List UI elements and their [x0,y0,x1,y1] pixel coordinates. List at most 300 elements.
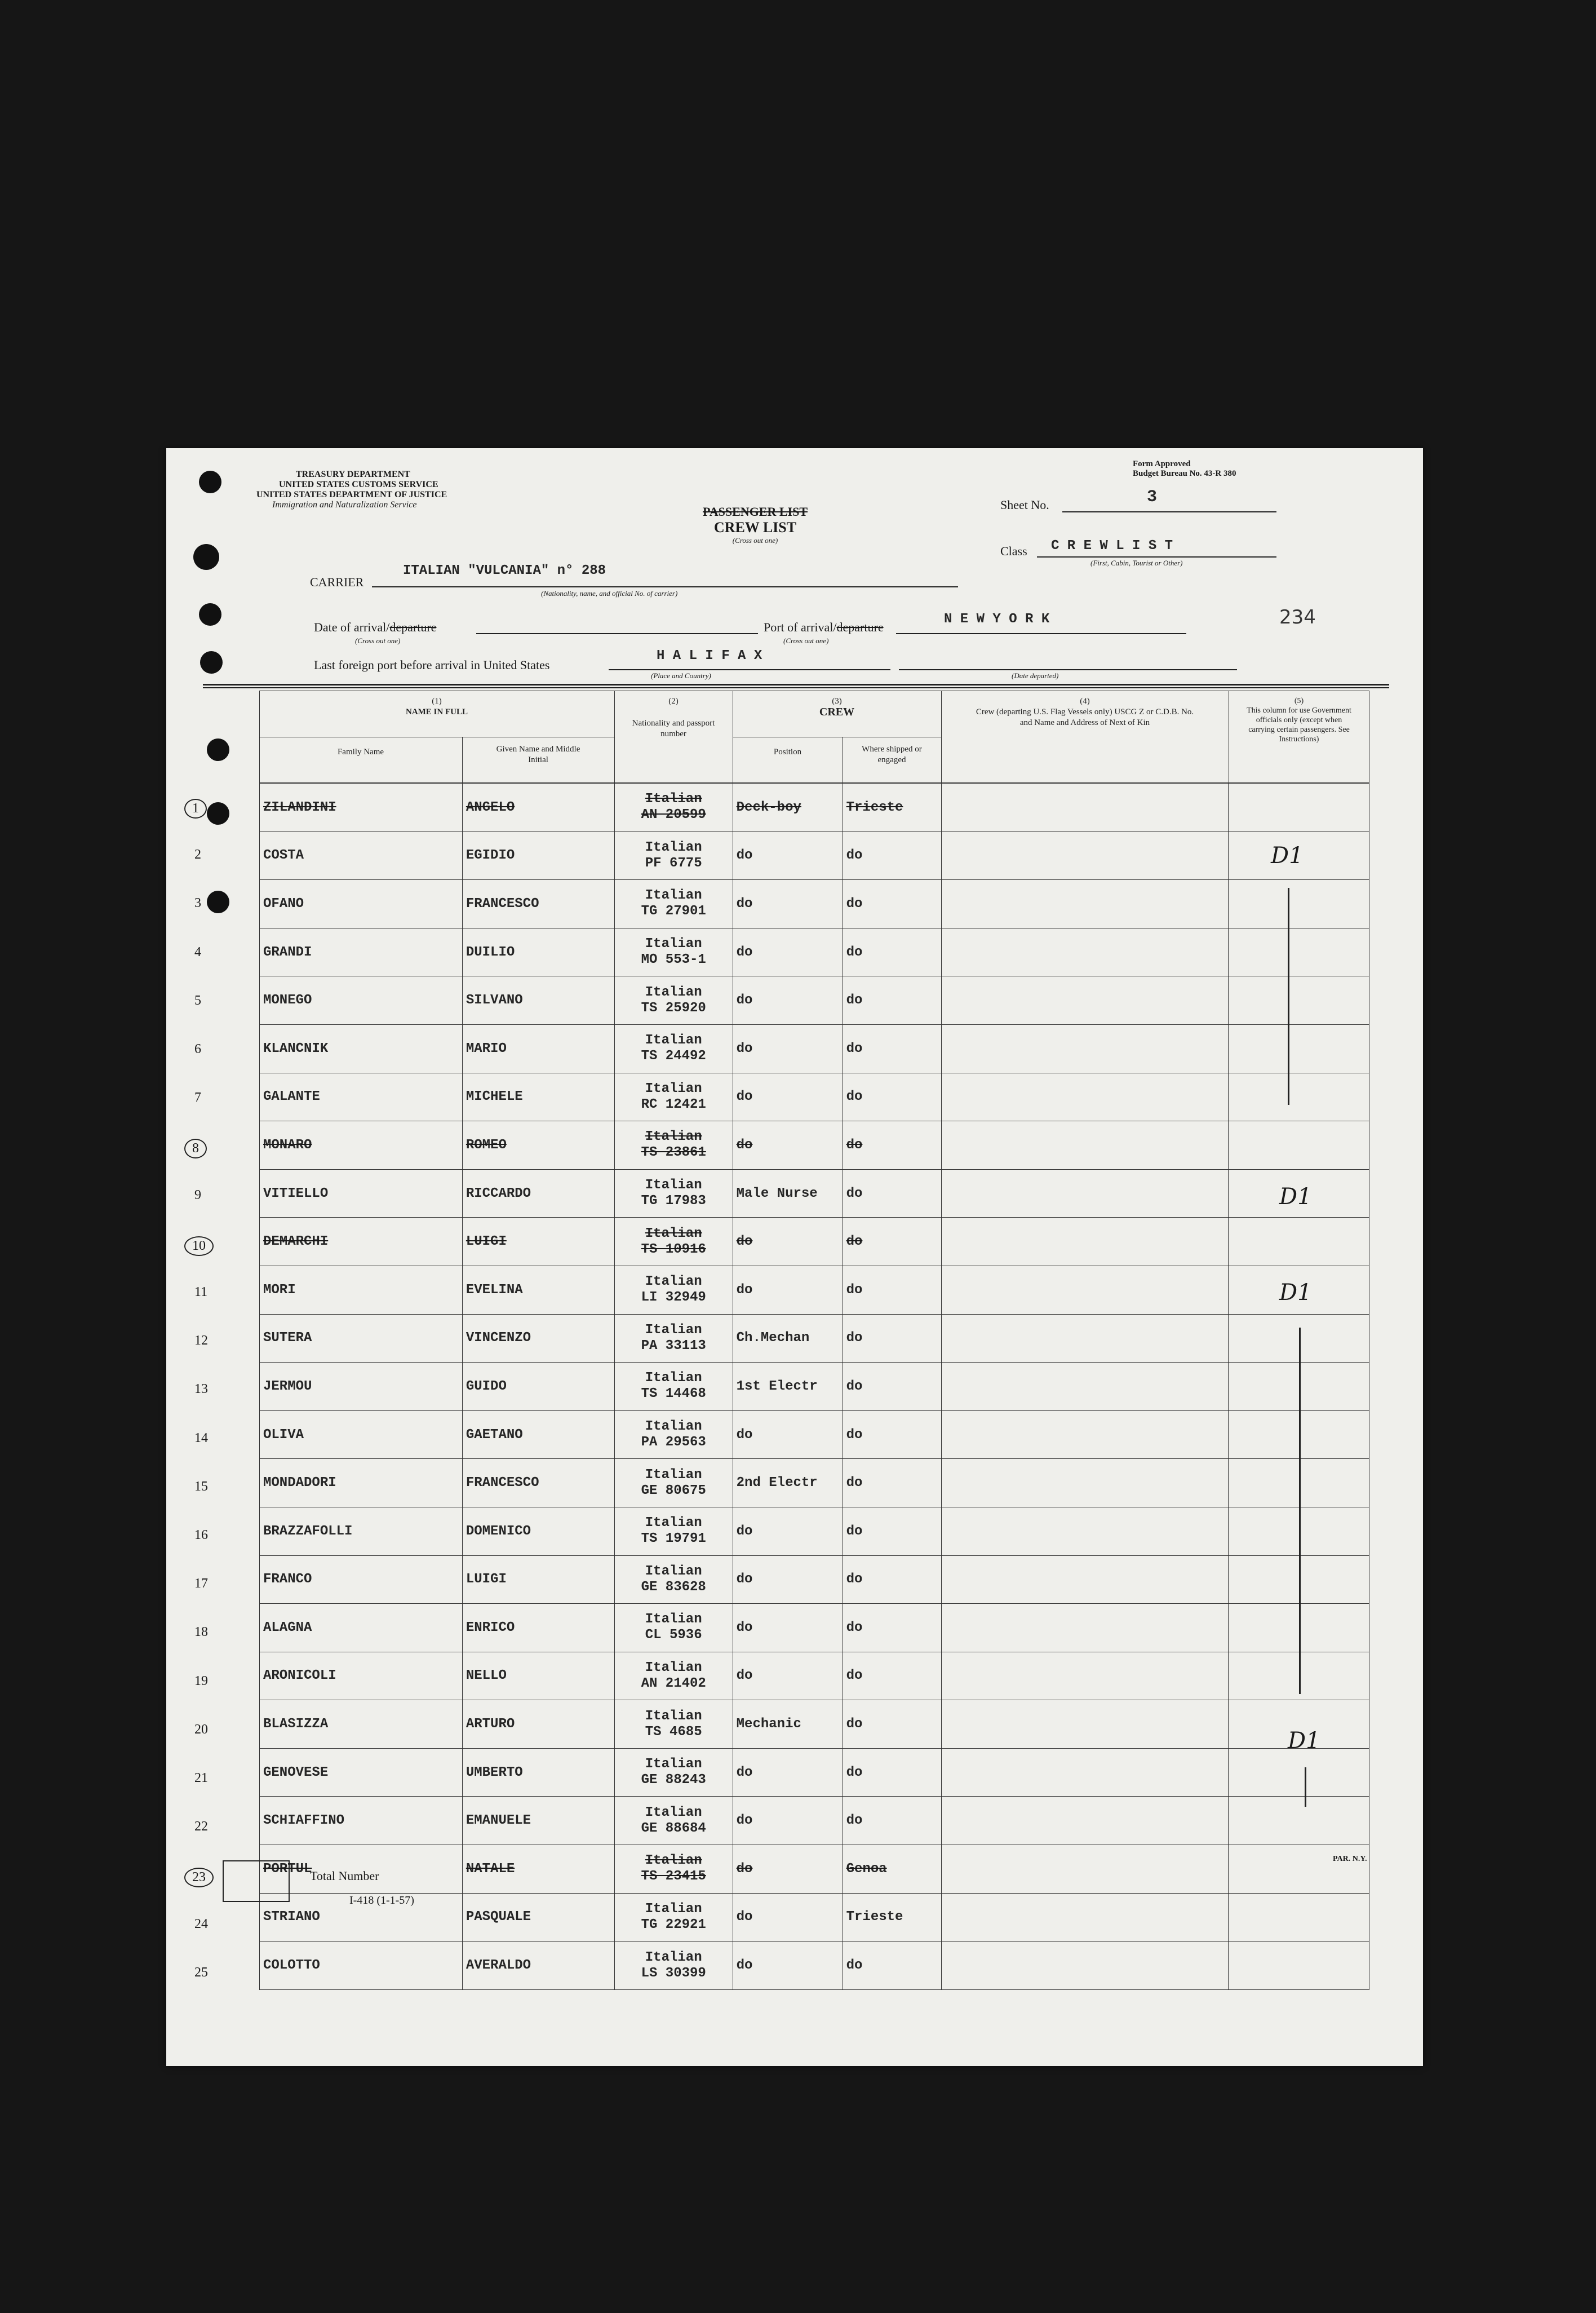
passport-number: TS 19791 [641,1531,706,1547]
family-name-cell: GALANTE [260,1073,463,1121]
position-cell: 1st Electr [733,1363,843,1411]
row-number: 17 [194,1576,208,1591]
nationality-cell [614,1941,733,1990]
table-row [260,928,1369,976]
position-cell: do [733,1941,843,1990]
family-name-cell: SCHIAFFINO [260,1797,463,1845]
next-of-kin-cell [941,1410,1229,1459]
next-of-kin-cell [941,784,1229,832]
nationality-text: Italian [645,1129,702,1145]
nationality-text: Italian [645,1563,702,1579]
table-row [260,1073,1369,1121]
passport-number: TS 10916 [641,1241,706,1257]
port-label-text: Port of arrival/ [764,620,837,634]
nationality-text: Italian [645,791,702,807]
given-name-cell: PASQUALE [462,1893,614,1941]
family-name-cell: DEMARCHI [260,1218,463,1266]
next-of-kin-cell [941,1652,1229,1700]
table-row [260,1555,1369,1604]
sheet-label: Sheet No. [1000,498,1049,512]
next-of-kin-cell [941,832,1229,880]
shipped-cell: Genoa [843,1845,941,1894]
position-cell: do [733,880,843,928]
nationality-cell [614,832,733,880]
nationality-text: Italian [645,1757,702,1772]
nationality-text: Italian [645,1660,702,1675]
nationality-text: Italian [645,1805,702,1820]
form-approved: Form Approved [1133,459,1191,468]
nationality-text: Italian [645,984,702,1000]
carrier-hint: (Nationality, name, and official No. of carrier) [541,589,678,598]
class-underline [1037,556,1276,558]
cross-out-hint: (Cross out one) [732,536,778,545]
nationality-cell [614,1507,733,1555]
nationality-cell [614,1748,733,1797]
given-name-cell: ARTURO [462,1700,614,1749]
passport-number: LI 32949 [641,1290,706,1306]
nationality-cell [614,1604,733,1652]
given-name-cell: SILVANO [462,976,614,1025]
next-of-kin-cell [941,1604,1229,1652]
header-divider [462,737,463,783]
nationality-text: Italian [645,1226,702,1241]
row-number: 10 [184,1236,214,1256]
next-of-kin-cell [941,1797,1229,1845]
date-departed-hint: (Date departed) [1012,671,1059,680]
given-name-cell: NATALE [462,1845,614,1894]
shipped-cell: do [843,1218,941,1266]
family-name-cell: ARONICOLI [260,1652,463,1700]
table-row [260,1363,1369,1411]
port-struck: departure [836,620,884,634]
officials-header [1229,696,1369,744]
position-cell: do [733,1073,843,1121]
given-name-cell: AVERALDO [462,1941,614,1990]
officials-cell [1229,1748,1369,1797]
next-of-kin-header [941,696,1229,728]
family-name-cell: FRANCO [260,1555,463,1604]
table-row [260,1169,1369,1218]
agency-line: UNITED STATES CUSTOMS SERVICE [279,480,438,489]
nationality-text: Italian [645,936,702,952]
printer-mark: PAR. N.Y. [1333,1855,1367,1863]
next-of-kin-cell [941,1314,1229,1363]
row-number: 14 [194,1430,208,1445]
shipped-cell: do [843,1024,941,1073]
next-of-kin-cell [941,1121,1229,1170]
handwritten-d1: D1 [1279,1280,1312,1306]
nationality-cell [614,1410,733,1459]
column-label: CREW [819,706,855,718]
nationality-cell [614,928,733,976]
row-number: 7 [194,1090,201,1105]
officials-cell [1229,784,1369,832]
port-value: N E W Y O R K [944,612,1050,627]
table-top-rule [203,687,1389,688]
row-number: 6 [194,1042,201,1056]
passport-number: CL 5936 [645,1627,702,1643]
punch-hole [199,471,221,493]
shipped-cell: do [843,1652,941,1700]
shipped-cell: do [843,976,941,1025]
table-row [260,1218,1369,1266]
arrival-cross-out-hint: (Cross out one) [355,636,401,645]
nationality-text: Italian [645,1419,702,1435]
shipped-cell: do [843,1073,941,1121]
passport-number: TG 22921 [641,1917,706,1932]
row-number: 4 [194,944,201,959]
nationality-text: Italian [645,1033,702,1049]
nationality-cell [614,1121,733,1170]
column-label: Nationality and passport number [632,719,715,738]
shipped-header: Where shipped or engaged [862,745,922,764]
agency-block [256,470,447,510]
crew-header [733,696,941,718]
officials-cell [1229,1845,1369,1894]
form-id: I-418 (1-1-57) [349,1894,414,1907]
port-underline [896,633,1186,634]
passport-number: AN 21402 [641,1675,706,1691]
shipped-cell: do [843,1604,941,1652]
crew-table [259,783,1369,1990]
handwritten-d1: D1 [1271,843,1304,869]
given-name-cell: EGIDIO [462,832,614,880]
officials-cell [1229,880,1369,928]
family-name-cell: JERMOU [260,1363,463,1411]
column-number: (5) [1294,697,1304,705]
officials-cell [1229,1893,1369,1941]
family-name-cell: MONEGO [260,976,463,1025]
table-row [260,1266,1369,1314]
sheet-value: 3 [1147,488,1158,507]
position-cell: Deck-boy [733,784,843,832]
given-name-cell: DOMENICO [462,1507,614,1555]
row-number: 20 [194,1722,208,1737]
nationality-cell [614,1024,733,1073]
next-of-kin-cell [941,1024,1229,1073]
table-row [260,832,1369,880]
next-of-kin-cell [941,1941,1229,1990]
row-number: 11 [194,1285,208,1299]
passport-number: PA 29563 [641,1435,706,1450]
table-row [260,1604,1369,1652]
shipped-cell: do [843,1507,941,1555]
next-of-kin-cell [941,976,1229,1025]
family-name-cell: KLANCNIK [260,1024,463,1073]
nationality-cell [614,976,733,1025]
family-name-cell: SUTERA [260,1314,463,1363]
shipped-cell: do [843,880,941,928]
class-label: Class [1000,544,1027,558]
officials-cell [1229,1121,1369,1170]
sheet-underline [1062,511,1276,512]
table-row [260,1700,1369,1749]
row-number: 23 [184,1868,214,1887]
row-number: 24 [194,1916,208,1931]
agency-line: UNITED STATES DEPARTMENT OF JUSTICE [256,490,447,499]
family-name-cell: MONDADORI [260,1459,463,1507]
last-port-label: Last foreign port before arrival in United States [314,658,550,672]
table-row [260,1459,1369,1507]
nationality-cell [614,1700,733,1749]
passport-number: TG 27901 [641,904,706,919]
passport-number: GE 88684 [641,1820,706,1836]
row-number: 8 [184,1139,207,1158]
nationality-cell [614,1845,733,1894]
handwritten-d1: D1 [1279,1184,1312,1210]
given-name-cell: FRANCESCO [462,1459,614,1507]
nationality-cell [614,1218,733,1266]
next-of-kin-cell [941,880,1229,928]
nationality-cell [614,1314,733,1363]
position-cell: do [733,1507,843,1555]
nationality-cell [614,880,733,928]
passport-number: TS 14468 [641,1386,706,1402]
nationality-text: Italian [645,1708,702,1724]
shipped-cell: do [843,832,941,880]
passport-number: TS 4685 [645,1724,702,1740]
table-row [260,1410,1369,1459]
given-name-cell: LUIGI [462,1555,614,1604]
family-name-cell: ALAGNA [260,1604,463,1652]
next-of-kin-cell [941,1218,1229,1266]
row-number: 9 [194,1187,201,1202]
position-cell: do [733,1604,843,1652]
table-row [260,1314,1369,1363]
row-number: 2 [194,847,201,863]
table-row [260,1652,1369,1700]
date-departed-underline [899,669,1237,670]
port-label [764,620,884,635]
position-cell: do [733,1748,843,1797]
table-row [260,784,1369,832]
passport-number: PF 6775 [645,855,702,871]
given-name-header: Given Name and Middle Initial [496,745,580,764]
handwritten-d1: D1 [1288,1728,1320,1754]
nationality-text: Italian [645,1901,702,1917]
officials-cell [1229,1941,1369,1990]
passport-number: TS 23861 [641,1145,706,1161]
next-of-kin-cell [941,928,1229,976]
arrival-label [314,620,436,635]
family-name-cell: BLASIZZA [260,1700,463,1749]
passport-number: GE 88243 [641,1772,706,1788]
position-cell: Male Nurse [733,1169,843,1218]
shipped-cell: do [843,1266,941,1314]
row-number: 19 [194,1673,208,1688]
shipped-cell: do [843,1555,941,1604]
passport-number: GE 80675 [641,1483,706,1498]
arrival-label-text: Date of arrival/ [314,620,390,634]
handwritten-bracket [1288,888,1289,1105]
punch-hole [193,544,219,570]
header-divider [614,691,615,783]
crew-list-form [166,448,1423,2066]
passport-number: TS 24492 [641,1049,706,1064]
passport-number: PA 33113 [641,1338,706,1354]
nationality-cell [614,1797,733,1845]
punch-hole [207,738,229,761]
position-cell: 2nd Electr [733,1459,843,1507]
shipped-cell: do [843,1700,941,1749]
family-name-cell: COLOTTO [260,1941,463,1990]
title-block [688,505,823,545]
passport-number: TG 17983 [641,1193,706,1209]
nationality-text: Italian [645,1370,702,1386]
row-number: 21 [194,1771,208,1785]
table-row [260,1121,1369,1170]
given-name-cell: LUIGI [462,1218,614,1266]
nationality-text: Italian [645,1178,702,1193]
position-cell: do [733,1797,843,1845]
officials-cell [1229,1024,1369,1073]
shipped-cell: do [843,1459,941,1507]
passport-number: MO 553-1 [641,952,706,968]
officials-cell [1229,1218,1369,1266]
given-name-cell: GAETANO [462,1410,614,1459]
row-number: 1 [184,799,207,819]
family-name-cell: MONARO [260,1121,463,1170]
port-cross-out-hint: (Cross out one) [783,636,829,645]
row-number: 22 [194,1819,208,1834]
next-of-kin-cell [941,1555,1229,1604]
row-number: 25 [194,1965,208,1980]
shipped-cell: do [843,1363,941,1411]
family-name-cell: BRAZZAFOLLI [260,1507,463,1555]
nationality-cell [614,1169,733,1218]
passport-number: GE 83628 [641,1579,706,1595]
given-name-cell: ENRICO [462,1604,614,1652]
given-name-cell: FRANCESCO [462,880,614,928]
nationality-text: Italian [645,1322,702,1338]
family-name-cell: OLIVA [260,1410,463,1459]
shipped-cell: do [843,1941,941,1990]
nationality-cell [614,1652,733,1700]
column-label: NAME IN FULL [405,707,468,717]
next-of-kin-cell [941,1169,1229,1218]
table-row [260,1797,1369,1845]
passport-number: TS 25920 [641,1000,706,1016]
shipped-cell: Trieste [843,1893,941,1941]
family-name-header: Family Name [337,748,384,757]
total-number-box [223,1860,290,1902]
nationality-text: Italian [645,1467,702,1483]
given-name-cell: UMBERTO [462,1748,614,1797]
row-number: 16 [194,1528,208,1542]
row-number: 18 [194,1625,208,1640]
shipped-cell: do [843,1410,941,1459]
family-name-cell: COSTA [260,832,463,880]
punch-hole [200,651,223,674]
table-row [260,1845,1369,1894]
nationality-text: Italian [645,1612,702,1627]
next-of-kin-cell [941,1893,1229,1941]
shipped-cell: do [843,1748,941,1797]
punch-hole [199,603,221,626]
shipped-cell: do [843,1169,941,1218]
punch-hole [207,802,229,825]
shipped-cell: do [843,1121,941,1170]
family-name-cell: ZILANDINI [260,784,463,832]
row-number: 13 [194,1382,208,1397]
nationality-cell [614,784,733,832]
nationality-cell [614,1266,733,1314]
position-cell: do [733,1652,843,1700]
passport-number: LS 30399 [641,1965,706,1981]
next-of-kin-cell [941,1507,1229,1555]
column-label: Crew (departing U.S. Flag Vessels only) USCG Z or C.D.B. No. and Name and Address of Next of Kin [976,707,1194,727]
table-row [260,880,1369,928]
nationality-text: Italian [645,888,702,904]
nationality-text: Italian [645,1949,702,1965]
nationality-text: Italian [645,1081,702,1096]
given-name-cell: EMANUELE [462,1797,614,1845]
row-number: 3 [194,896,201,911]
passport-number: RC 12421 [641,1096,706,1112]
passport-number: TS 23415 [641,1869,706,1885]
nationality-header [614,696,733,740]
row-number: 15 [194,1479,208,1494]
place-hint: (Place and Country) [651,671,711,680]
position-cell: do [733,1893,843,1941]
position-cell: do [733,832,843,880]
officials-cell [1229,1073,1369,1121]
arrival-struck: departure [389,620,437,634]
given-name-cell: NELLO [462,1652,614,1700]
nationality-cell [614,1363,733,1411]
position-cell: do [733,1555,843,1604]
last-port-underline [609,669,890,670]
carrier-value: ITALIAN "VULCANIA" n° 288 [403,563,606,578]
next-of-kin-cell [941,1845,1229,1894]
column-label: This column for use Government officials only (except when carrying certain passengers. See Instructions) [1247,706,1351,744]
next-of-kin-cell [941,1363,1229,1411]
next-of-kin-cell [941,1266,1229,1314]
total-number-label: Total Number [310,1869,379,1883]
nationality-text: Italian [645,839,702,855]
class-hint: (First, Cabin, Tourist or Other) [1090,559,1183,567]
given-name-cell: MICHELE [462,1073,614,1121]
nationality-cell [614,1893,733,1941]
nationality-text: Italian [645,1274,702,1290]
crew-list-title: CREW LIST [713,519,797,536]
passport-number: AN 20599 [641,807,706,823]
next-of-kin-cell [941,1700,1229,1749]
position-cell: do [733,1266,843,1314]
nationality-cell [614,1459,733,1507]
family-name-cell: PORTUL [260,1845,463,1894]
table-top-rule [203,684,1389,686]
family-name-cell: GRANDI [260,928,463,976]
handwritten-bracket [1299,1328,1301,1694]
column-number: (2) [668,697,679,706]
position-cell: do [733,1218,843,1266]
family-name-cell: OFANO [260,880,463,928]
nationality-cell [614,1073,733,1121]
officials-cell [1229,1797,1369,1845]
nationality-text: Italian [645,1853,702,1869]
family-name-cell: STRIANO [260,1893,463,1941]
row-number: 12 [194,1333,208,1348]
given-name-cell: ROMEO [462,1121,614,1170]
column-number: (3) [832,697,842,706]
punch-hole [207,891,229,913]
column-number: (4) [1080,697,1090,706]
table-row [260,1941,1369,1990]
given-name-cell: DUILIO [462,928,614,976]
handwritten-bracket [1305,1767,1306,1807]
given-name-cell: VINCENZO [462,1314,614,1363]
